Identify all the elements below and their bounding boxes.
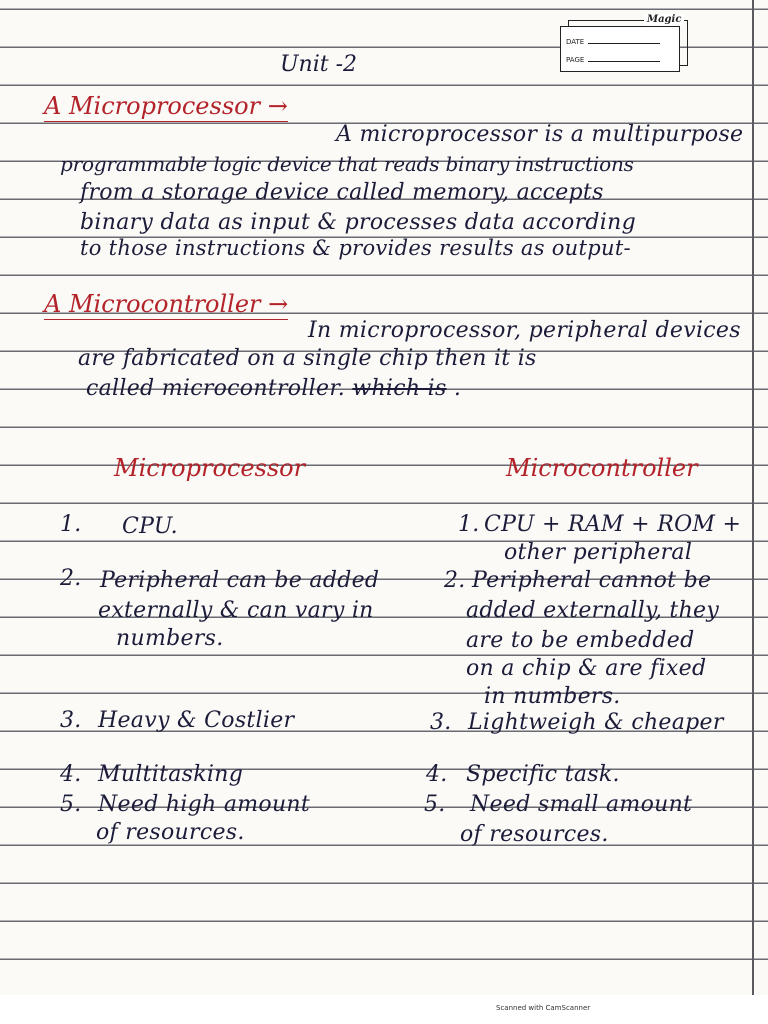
left-num-4: 4.	[60, 762, 82, 787]
controller-line-2: are fabricated on a single chip then it is	[78, 346, 537, 371]
left-text-5a: Need high amount	[98, 792, 311, 817]
micro-line-4: binary data as input & processes data according	[80, 210, 636, 235]
scan-footer	[0, 995, 768, 1024]
right-text-5b: of resources.	[460, 822, 609, 847]
micro-line-3: from a storage device called memory, accepts	[80, 180, 604, 205]
notebook-date-box	[560, 14, 690, 70]
brand-name: Magic	[644, 14, 684, 25]
microcontroller-heading: A Microcontroller →	[44, 290, 289, 318]
struck-out-text: which is	[352, 376, 447, 401]
right-text-2d: on a chip & are fixed	[466, 656, 707, 681]
left-text-3: Heavy & Costlier	[98, 708, 295, 733]
margin-line	[752, 0, 754, 1000]
right-text-1b: other peripheral	[504, 540, 693, 565]
right-text-1a: CPU + RAM + ROM +	[484, 512, 742, 537]
right-num-2: 2.	[444, 568, 466, 593]
right-text-2e: in numbers.	[484, 684, 621, 709]
scanner-watermark: Scanned with CamScanner	[496, 1004, 591, 1012]
right-text-2c: are to be embedded	[466, 628, 695, 653]
left-num-1: 1.	[60, 512, 82, 537]
date-label: DATE	[566, 38, 585, 46]
date-box-frame	[560, 26, 680, 72]
left-text-2b: externally & can vary in	[98, 598, 374, 623]
micro-line-1: A microprocessor is a multipurpose	[336, 122, 744, 147]
controller-line-3: called microcontroller. which is .	[86, 376, 462, 401]
page-label: PAGE	[566, 56, 585, 64]
left-text-2c: numbers.	[116, 626, 224, 651]
date-field	[566, 38, 660, 46]
right-text-5a: Need small amount	[470, 792, 693, 817]
right-num-1: 1.	[458, 512, 480, 537]
page-title: Unit -2	[280, 52, 358, 77]
microprocessor-heading: A Microprocessor →	[44, 92, 288, 120]
controller-line-3-text: called microcontroller.	[86, 376, 346, 401]
micro-line-5: to those instructions & provides results as output-	[80, 236, 631, 260]
left-num-3: 3.	[60, 708, 82, 733]
right-num-4: 4.	[426, 762, 448, 787]
micro-line-2: programmable logic device that reads binary instructions	[60, 152, 634, 176]
right-text-2b: added externally, they	[466, 598, 720, 623]
left-num-2: 2.	[60, 566, 82, 591]
right-num-3: 3.	[430, 710, 452, 735]
left-text-1: CPU.	[122, 514, 178, 539]
col-left-title: Microprocessor	[114, 454, 306, 482]
page-field	[566, 56, 660, 64]
right-num-5: 5.	[424, 792, 446, 817]
right-text-2a: Peripheral cannot be	[472, 568, 712, 593]
left-text-5b: of resources.	[96, 820, 245, 845]
right-text-3: Lightweigh & cheaper	[468, 710, 724, 735]
right-text-4: Specific task.	[466, 762, 620, 787]
col-right-title: Microcontroller	[506, 454, 698, 482]
left-text-4: Multitasking	[98, 762, 244, 787]
controller-line-1: In microprocessor, peripheral devices	[308, 318, 741, 343]
left-text-2a: Peripheral can be added	[100, 568, 380, 593]
left-num-5: 5.	[60, 792, 82, 817]
